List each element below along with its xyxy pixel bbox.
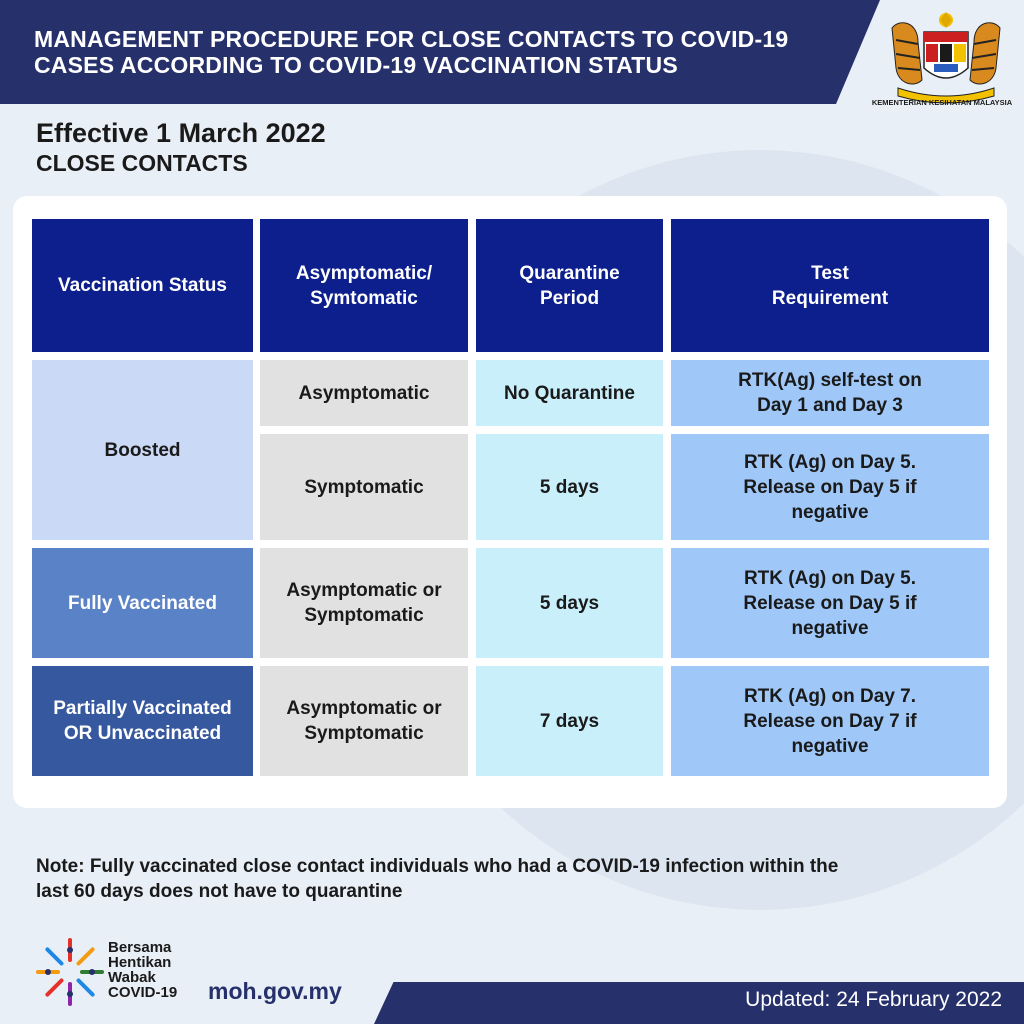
header-symptom: Asymptomatic/ Symtomatic (260, 219, 468, 352)
status-partially-vaccinated: Partially Vaccinated OR Unvaccinated (32, 666, 253, 776)
campaign-slogan: Bersama Hentikan Wabak COVID-19 (108, 939, 178, 1001)
page-title (34, 26, 834, 78)
footnote (36, 854, 976, 904)
boosted-symptomatic-test: RTK (Ag) on Day 5. Release on Day 5 if negative (671, 434, 989, 540)
fully-test: RTK (Ag) on Day 5. Release on Day 5 if negative (671, 548, 989, 658)
campaign-burst-icon (34, 936, 106, 1008)
status-boosted: Boosted (32, 360, 253, 540)
boosted-asymptomatic-quarantine: No Quarantine (476, 360, 663, 426)
fully-symptom: Asymptomatic or Symptomatic (260, 548, 468, 658)
header-test-requirement: Test Requirement (671, 219, 989, 352)
ministry-name: KEMENTERIAN KESIHATAN MALAYSIA (871, 98, 1013, 107)
partial-quarantine: 7 days (476, 666, 663, 776)
partial-test: RTK (Ag) on Day 7. Release on Day 7 if negative (671, 666, 989, 776)
boosted-asymptomatic-symptom: Asymptomatic (260, 360, 468, 426)
website-link[interactable]: moh.gov.my (208, 978, 342, 1004)
coat-of-arms-icon (878, 8, 1014, 108)
header-quarantine-period: Quarantine Period (476, 219, 663, 352)
footnote-line-1: Note: Fully vaccinated close contact individuals who had a COVID-19 infection within the (36, 856, 839, 877)
title-line-1: MANAGEMENT PROCEDURE FOR CLOSE CONTACTS TO COVID-19 (34, 26, 789, 52)
status-fully-vaccinated: Fully Vaccinated (32, 548, 253, 658)
updated-date: Updated: 24 February 2022 (745, 988, 1002, 1011)
header-vaccination-status: Vaccination Status (32, 219, 253, 352)
fully-quarantine: 5 days (476, 548, 663, 658)
section-subheading: CLOSE CONTACTS (36, 150, 248, 176)
footnote-line-2: last 60 days does not have to quarantine (36, 881, 403, 902)
boosted-asymptomatic-test: RTK(Ag) self-test on Day 1 and Day 3 (671, 360, 989, 426)
boosted-symptomatic-quarantine: 5 days (476, 434, 663, 540)
effective-date: Effective 1 March 2022 (36, 118, 326, 148)
partial-symptom: Asymptomatic or Symptomatic (260, 666, 468, 776)
boosted-symptomatic-symptom: Symptomatic (260, 434, 468, 540)
title-line-2: CASES ACCORDING TO COVID-19 VACCINATION STATUS (34, 52, 678, 78)
